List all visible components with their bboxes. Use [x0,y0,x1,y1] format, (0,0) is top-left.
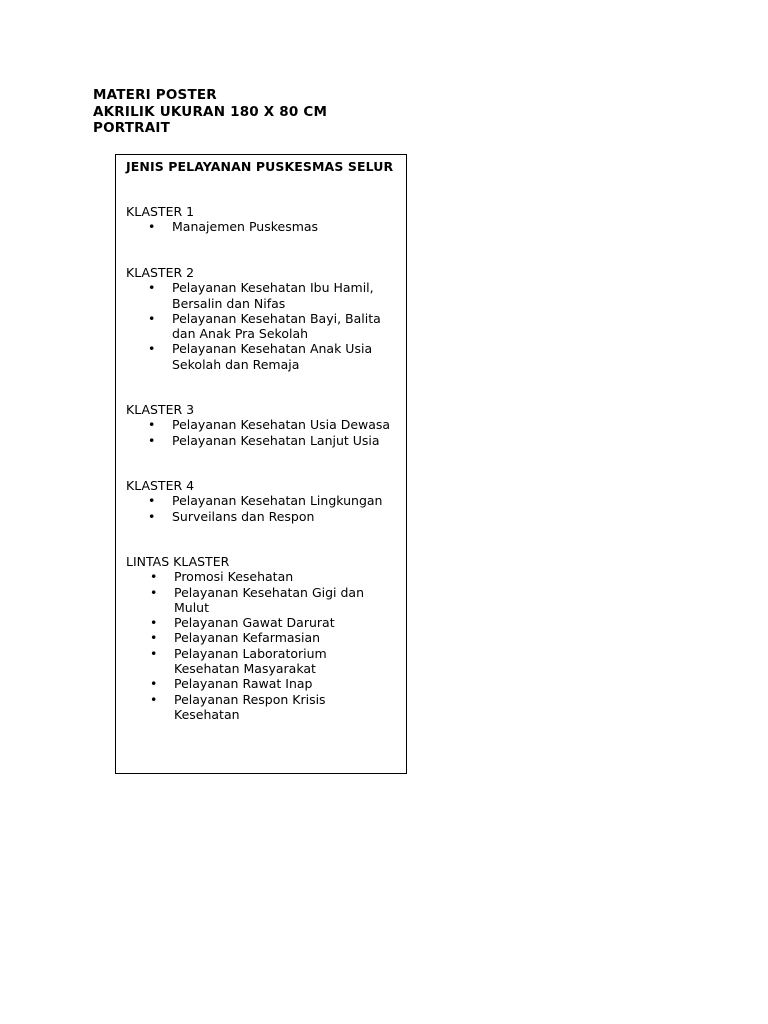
section-klaster-1 [126,204,408,235]
section-klaster-3 [126,402,408,448]
bullet-icon: • [150,676,158,692]
list-item-text: Promosi Kesehatan [174,569,294,585]
list-item-text: Surveilans dan Respon [172,508,315,524]
list-item-text: Manajemen Puskesmas [172,219,319,235]
list-item-text: Pelayanan Kesehatan Gigi dan Mulut [174,584,365,615]
list-item [126,417,408,432]
section-title: LINTAS KLASTER [126,554,230,569]
bullet-icon: • [150,584,158,600]
bullet-icon: • [148,219,156,235]
list-item-text: Pelayanan Kefarmasian [174,630,321,646]
item-list [126,417,408,448]
list-item [126,311,408,342]
list-item [126,692,374,723]
list-item [126,646,374,677]
section-klaster-4 [126,478,408,524]
list-item-text: Pelayanan Kesehatan Lanjut Usia [172,432,380,448]
bullet-icon: • [150,691,158,707]
bullet-icon: • [148,493,156,509]
list-item-text: Pelayanan Respon Krisis Kesehatan [174,691,326,722]
item-list [126,493,408,524]
list-item-text: Pelayanan Rawat Inap [174,676,313,692]
list-item [126,493,408,508]
document-heading [93,87,327,137]
list-item [126,569,374,584]
bullet-icon: • [148,417,156,433]
section-title: KLASTER 2 [126,265,195,280]
list-item-text: Pelayanan Laboratorium Kesehatan Masyarakat [174,645,327,677]
list-item [126,280,408,311]
heading-line-orientasi: PORTRAIT [93,120,171,137]
list-item-text: Pelayanan Kesehatan Lingkungan [172,493,383,509]
item-list [126,280,408,372]
heading-line-ukuran: AKRILIK UKURAN 180 X 80 CM [93,103,328,120]
list-item [126,219,408,234]
bullet-icon: • [148,508,156,524]
list-item [126,341,408,372]
bullet-icon: • [148,280,156,296]
bullet-icon: • [148,310,156,326]
poster-content-box [115,154,407,774]
section-title: KLASTER 3 [126,402,195,417]
list-item-text: Pelayanan Kesehatan Usia Dewasa [172,417,391,433]
list-item [126,630,374,645]
item-list [126,569,374,722]
bullet-icon: • [148,341,156,357]
list-item [126,585,374,616]
list-item-text: Pelayanan Kesehatan Ibu Hamil, Bersalin dan Nifas [172,280,374,311]
section-title: KLASTER 1 [126,204,195,219]
bullet-icon: • [150,569,158,585]
bullet-icon: • [150,645,158,661]
bullet-icon: • [150,615,158,631]
list-item [126,509,408,524]
section-lintas-klaster [126,554,374,722]
list-item [126,615,374,630]
list-item [126,676,374,691]
list-item-text: Pelayanan Kesehatan Anak Usia Sekolah dan Remaja [172,341,373,372]
section-klaster-2 [126,265,408,372]
box-title: JENIS PELAYANAN PUSKESMAS SELUR [126,159,394,174]
heading-line-materi: MATERI POSTER [93,87,217,103]
bullet-icon: • [148,432,156,448]
item-list [126,219,408,234]
bullet-icon: • [150,630,158,646]
list-item-text: Pelayanan Gawat Darurat [174,615,335,631]
section-title: KLASTER 4 [126,478,195,493]
list-item [126,433,408,448]
list-item-text: Pelayanan Kesehatan Bayi, Balita dan Anak Pra Sekolah [172,310,381,342]
